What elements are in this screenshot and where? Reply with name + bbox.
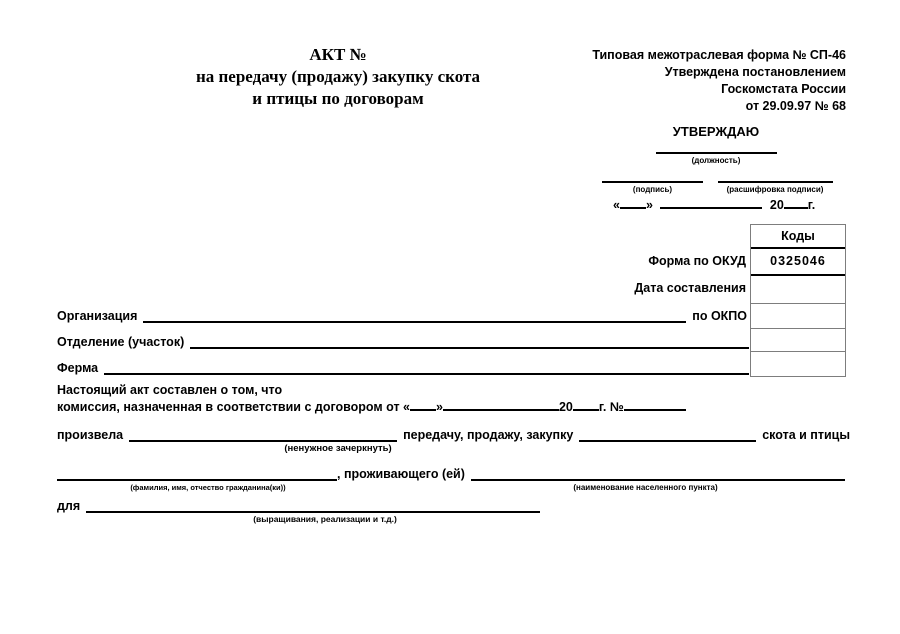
signature-note: (подпись) [632,185,673,194]
meta-approved-by: Утверждена постановлением [664,65,846,79]
farm-row [57,359,749,375]
performed-label: произвела [57,428,124,442]
contract-quote-open: « [403,400,410,414]
settlement-note: (наименование населенного пункта) [573,483,718,492]
organization-blank[interactable] [143,321,686,323]
person-note: (фамилия, имя, отчество гражданина(ки)) [130,483,286,492]
position-blank[interactable] [656,140,777,154]
okud-code-cell: 0325046 [751,249,845,276]
for-label: для [57,499,81,513]
approval-year-blank[interactable] [784,197,808,209]
date-quote-close: » [645,198,653,212]
department-blank[interactable] [190,347,749,349]
contract-number-blank[interactable] [624,399,686,411]
meta-date-number: от 29.09.97 № 68 [745,99,846,113]
okpo-label: по ОКПО [692,309,747,323]
residing-label: , проживающего (ей) [337,467,465,481]
contract-quote-close: » [436,400,443,414]
signature-decode-blank[interactable] [718,169,833,183]
strike-note: (ненужное зачеркнуть) [284,443,392,454]
settlement-blank[interactable] [471,479,845,481]
approval-date-line [613,197,815,212]
okpo-code-cell[interactable] [751,304,845,329]
person-name-blank[interactable] [57,479,337,481]
organization-label: Организация [57,309,138,323]
farm-label: Ферма [57,361,99,375]
compose-date-label: Дата составления [634,281,746,295]
department-code-cell[interactable] [751,329,845,352]
approve-heading: УТВЕРЖДАЮ [672,124,760,139]
approval-month-blank[interactable] [660,197,762,209]
form-title [188,44,488,110]
purpose-note: (выращивания, реализации и т.д.) [253,514,397,524]
meta-goskomstat: Госкомстата России [721,82,846,96]
farm-code-cell[interactable] [751,352,845,376]
approval-year-suffix: г. [807,198,816,212]
codes-table [750,224,846,377]
organization-row [57,307,747,323]
compose-date-cell[interactable] [751,276,845,304]
position-note: (должность) [691,156,741,165]
date-quote-open: « [613,198,620,212]
title-line-contracts: и птицы по договорам [252,89,424,108]
contract-year-prefix: 20 [558,400,573,414]
contract-month-blank[interactable] [443,399,559,411]
okud-label: Форма по ОКУД [648,254,746,268]
farm-blank[interactable] [104,373,749,375]
action-list-label: передачу, продажу, закупку [403,428,574,442]
approval-year-prefix: 20 [769,198,784,212]
signature-decode-note: (расшифровка подписи) [726,185,824,194]
subject-label: скота и птицы [762,428,850,442]
codes-header-cell: Коды [751,225,845,249]
statement-line-2-prefix: комиссия, назначенная в соответствии с договором от [57,400,400,414]
contract-year-blank[interactable] [573,399,599,411]
action-object-blank[interactable] [579,440,756,442]
statement-line-2 [57,399,686,415]
title-line-act-number: АКТ № [309,45,367,64]
performed-by-blank[interactable] [129,440,397,442]
meta-form-number: Типовая межотраслевая форма № СП-46 [592,48,846,62]
purpose-row [57,497,540,513]
form-meta-block [592,47,846,115]
department-label: Отделение (участок) [57,335,185,349]
contract-day-blank[interactable] [410,399,436,411]
signature-blank[interactable] [602,169,703,183]
title-line-subject: на передачу (продажу) закупку скота [195,67,481,86]
contract-year-number-label: г. № [598,400,624,414]
department-row [57,333,749,349]
residing-row [57,465,845,481]
performed-row [57,426,850,442]
approval-day-blank[interactable] [620,197,646,209]
statement-line-1: Настоящий акт составлен о том, что [57,383,283,397]
purpose-blank[interactable] [86,511,540,513]
